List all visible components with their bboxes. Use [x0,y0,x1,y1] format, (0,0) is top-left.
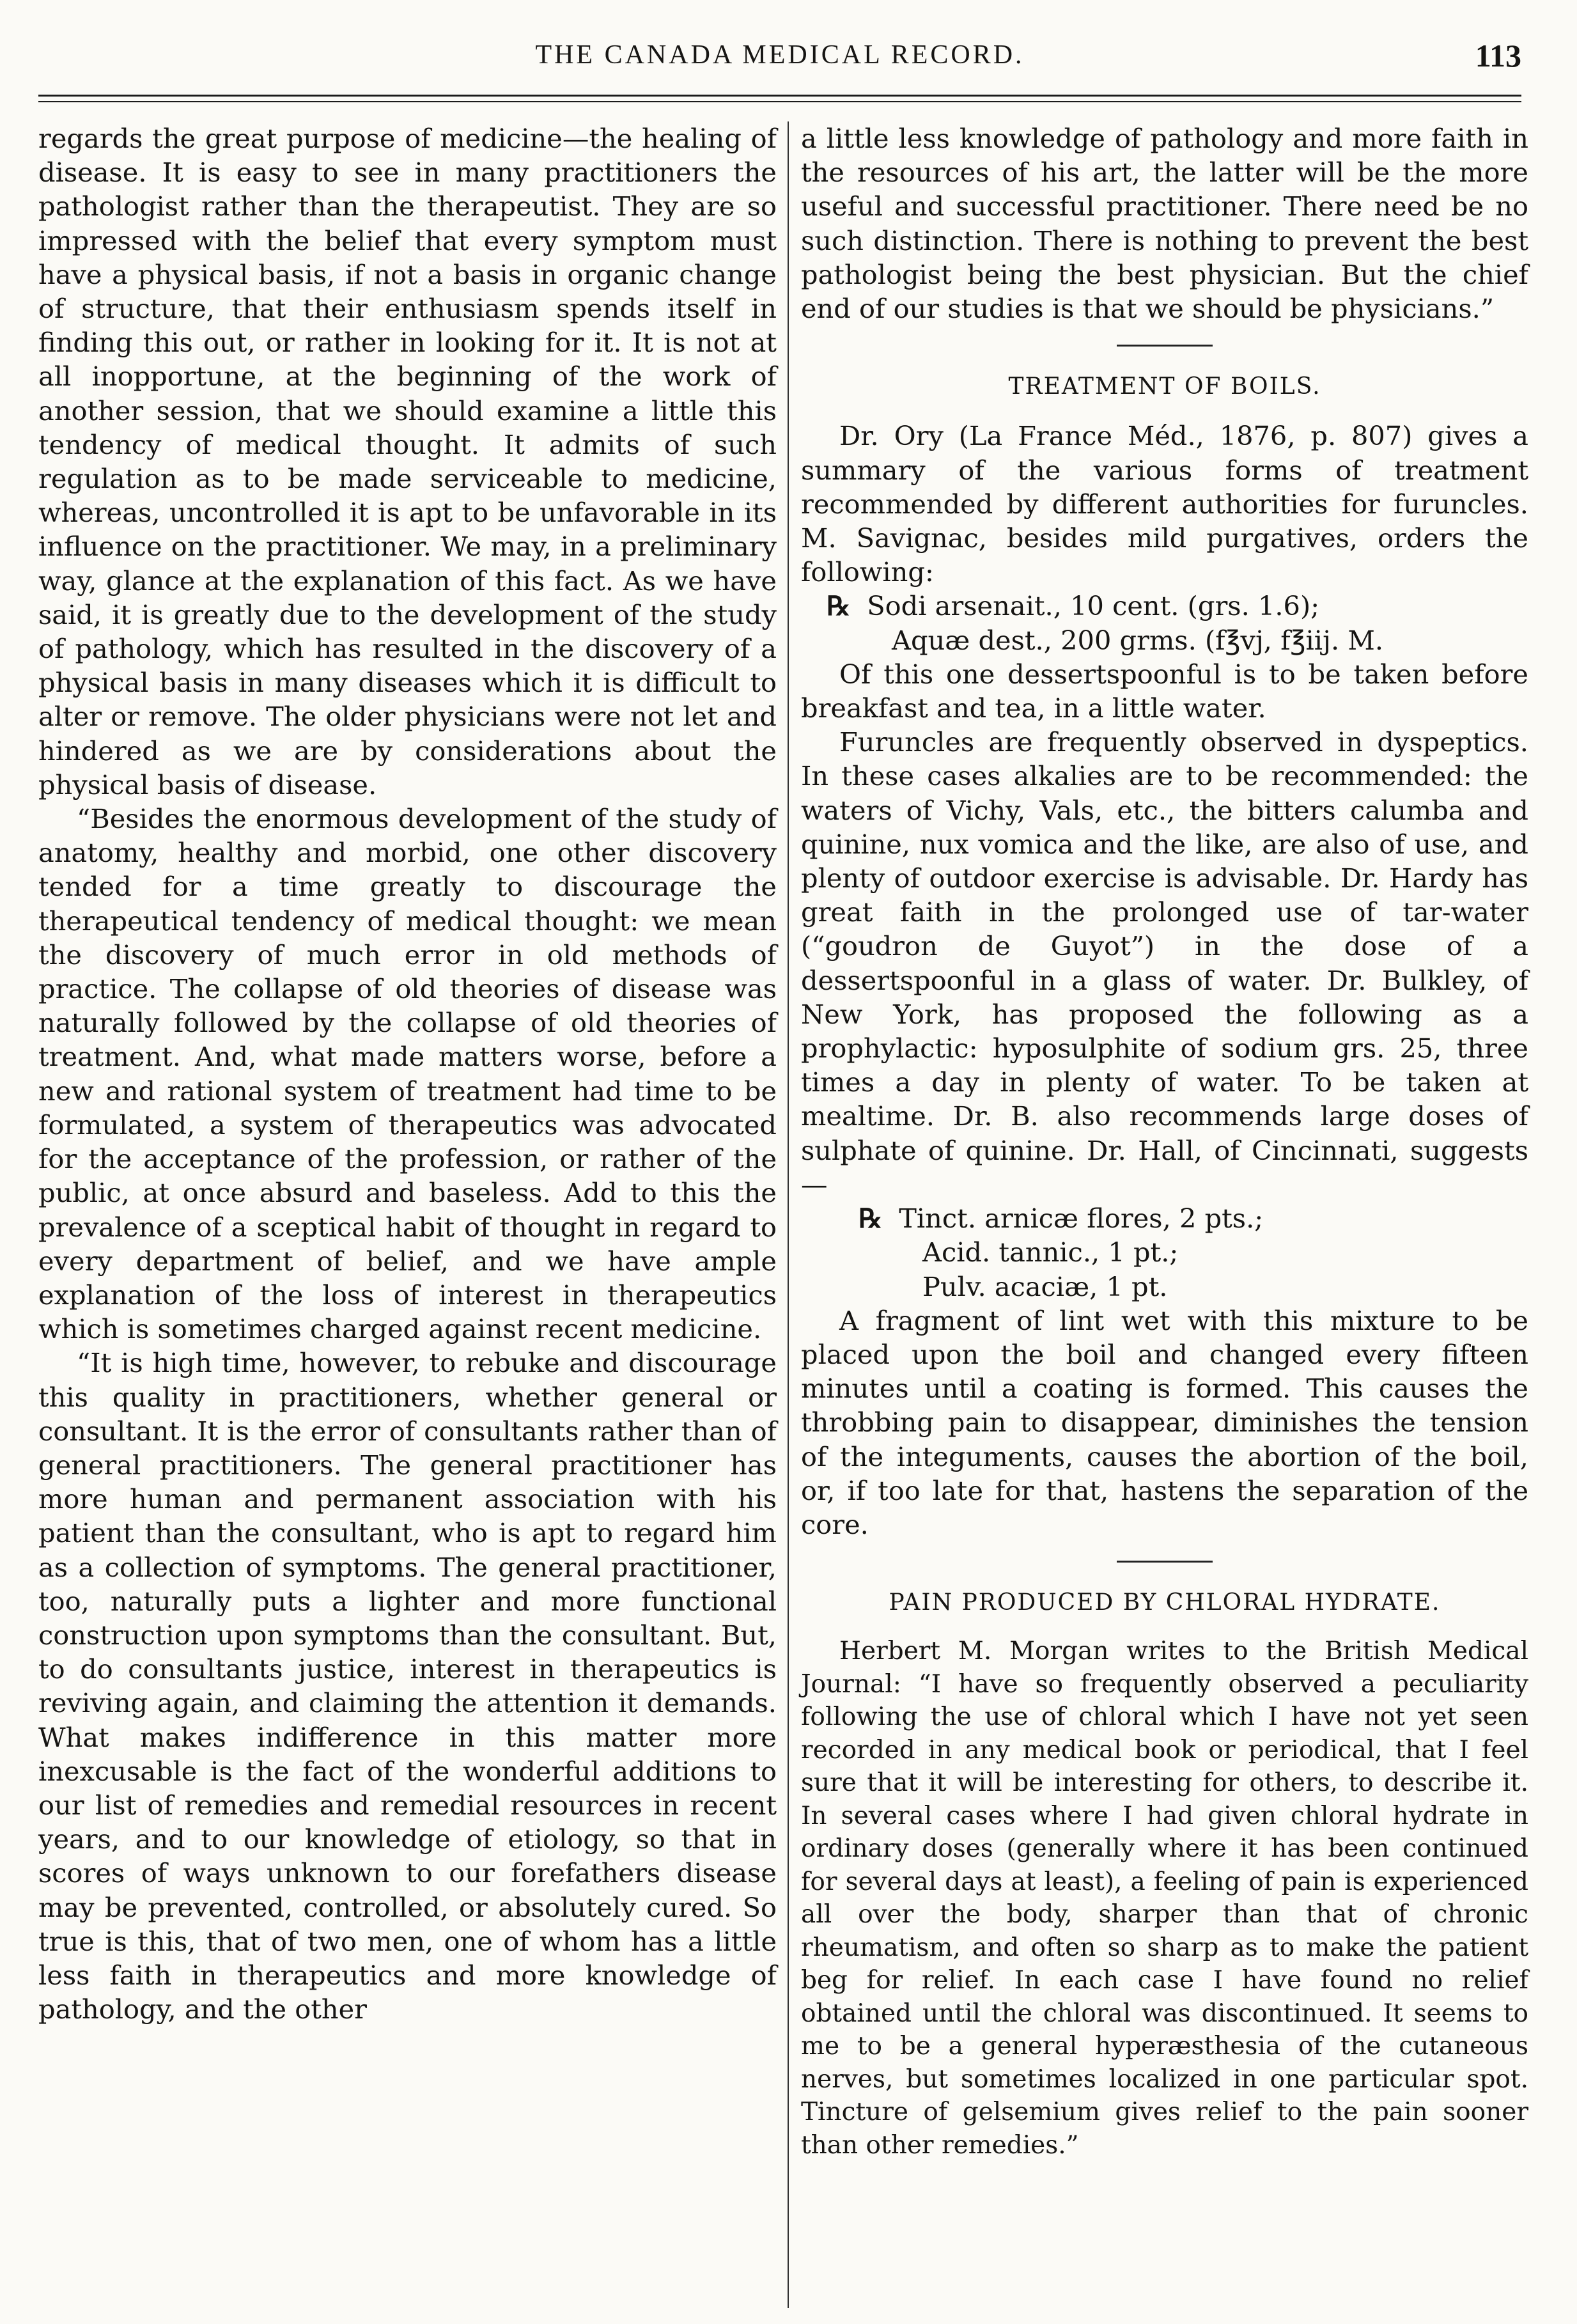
article-paragraph: Dr. Ory (La France Méd., 1876, p. 807) gives a summary of the various forms of treatment recommended by different authorities for furuncles. M. Savignac, besides mild purgatives, orders the following: [801,420,1528,588]
recipe-symbol: ℞ [858,1203,883,1235]
prescription-line: Aquæ dest., 200 grms. (f℥vj, f℥iij. M. [892,624,1384,656]
right-column [801,121,1528,2162]
column-divider [788,121,789,2308]
header-rule-thin [38,101,1521,102]
prescription [801,589,1528,623]
prescription [801,1201,1528,1235]
section-separator [1117,1561,1213,1563]
article-paragraph: “It is high time, however, to rebuke and discourage this quality in practitioners, whether general or consultant. It is the error of consultants rather than of general practitioners. The general practitioner has more human and permanent association with his patient than the consultant, who is apt to regard him as a collection of symptoms. The general practitioner, too, naturally puts a lighter and more functional construction upon symptoms than the consultant. But, to do consultants justice, interest in therapeutics is reviving again, and claiming the attention it demands. What makes indifference in this matter more inexcusable is the fact of the wonderful additions to our list of remedies and remedial resources in recent years, and to our knowledge of etiology, so that in scores of ways unknown to our forefathers disease may be prevented, controlled, or absolutely cured. So true is this, that of two men, one of whom has a little less faith in therapeutics and more knowledge of pathology, and the other [38,1347,777,2025]
article-paragraph: Of this one dessertspoonful is to be taken before breakfast and tea, in a little water. [801,658,1528,724]
header-rule [38,95,1521,97]
prescription-line: Pulv. acaciæ, 1 pt. [922,1270,1168,1302]
journal-title: THE CANADA MEDICAL RECORD. [535,40,1025,70]
recipe-symbol: ℞ [827,590,851,622]
section-heading-boils: TREATMENT OF BOILS. [1008,373,1321,400]
left-column [38,121,777,2026]
section-separator [1117,345,1213,347]
article-paragraph: regards the great purpose of medicine—the healing of disease. It is easy to see in many practitioners the pathologist rather than the therapeutist. They are so impressed with the belief that every symptom must have a physical basis, if not a basis in organic change of structure, that their enthusiasm spends itself in finding this out, or rather in looking for it. It is not at all inopportune, at the beginning of the work of another session, that we should examine a little this tendency of medical thought. It admits of such regulation as to be made serviceable to medicine, whereas, uncontrolled it is apt to be unfavorable in its influence on the practitioner. We may, in a preliminary way, glance at the explanation of this fact. As we have said, it is greatly due to the development of the study of pathology, which has resulted in the discovery of a physical basis in many diseases which it is difficult to alter or remove. The older physicians were not let and hindered as we are by considerations about the physical basis of disease. [38,123,777,800]
article-paragraph: “Besides the enormous development of the study of anatomy, healthy and morbid, one other discovery tended for a time greatly to discourage the therapeutical tendency of medical thought: we mean the discovery of much error in old methods of practice. The collapse of old theories of disease was naturally followed by the collapse of old theories of treatment. And, what made matters worse, before a new and rational system of treatment had time to be formulated, a system of therapeutics was advocated for the acceptance of the profession, or rather of the public, at once absurd and baseless. Add to this the prevalence of a sceptical habit of thought in regard to every department of belief, and we have ample explanation of the loss of interest in therapeutics which is sometimes charged against recent medicine. [38,803,777,1345]
prescription-line: Tinct. arnicæ flores, 2 pts.; [899,1203,1264,1235]
prescription-line: Acid. tannic., 1 pt.; [922,1236,1179,1268]
section-heading-chloral: PAIN PRODUCED BY CHLORAL HYDRATE. [889,1589,1441,1616]
running-header [38,40,1521,84]
article-paragraph: Herbert M. Morgan writes to the British Medical Journal: “I have so frequently observed a peculiarity following the use of chloral which I have not yet seen recorded in any medical book or periodical, that I feel sure that it will be interesting for others, to describe it. In several cases where I had given chloral hydrate in ordinary doses (generally where it has been continued for several days at least), a feeling of pain is experienced all over the body, sharper than that of chronic rheumatism, and often so sharp as to make the patient beg for relief. In each case I have found no relief obtained until the chloral was discontinued. It seems to me to be a general hyperæsthesia of the cutaneous nerves, but sometimes localized in one particular spot. Tincture of gelsemium gives relief to the pain sooner than other remedies.” [801,1637,1528,2160]
page-number: 113 [1475,38,1521,74]
prescription-line: Sodi arsenait., 10 cent. (grs. 1.6); [867,590,1320,622]
article-paragraph: Furuncles are frequently observed in dyspeptics. In these cases alkalies are to be recommended: the waters of Vichy, Vals, etc., the bitters calumba and quinine, nux vomica and the like, are also of use, and plenty of outdoor exercise is advisable. Dr. Hardy has great faith in the prolonged use of tar-water (“goudron de Guyot”) in the dose of a dessertspoonful in a glass of water. Dr. Bulkley, of New York, has proposed the following as a prophylactic: hyposulphite of sodium grs. 25, three times a day in plenty of water. To be taken at mealtime. Dr. B. also recommends large doses of sulphate of quinine. Dr. Hall, of Cincinnati, suggests— [801,726,1528,1200]
article-paragraph: A fragment of lint wet with this mixture to be placed upon the boil and changed every fifteen minutes until a coating is formed. This causes the throbbing pain to disappear, diminishes the tension of the integuments, causes the abortion of the boil, or, if too late for that, hastens the separation of the core. [801,1304,1528,1540]
article-paragraph: a little less knowledge of pathology and more faith in the resources of his art, the latter will be the more useful and successful practitioner. There need be no such distinction. There is nothing to prevent the best pathologist being the best physician. But the chief end of our studies is that we should be physicians.” [801,123,1528,325]
